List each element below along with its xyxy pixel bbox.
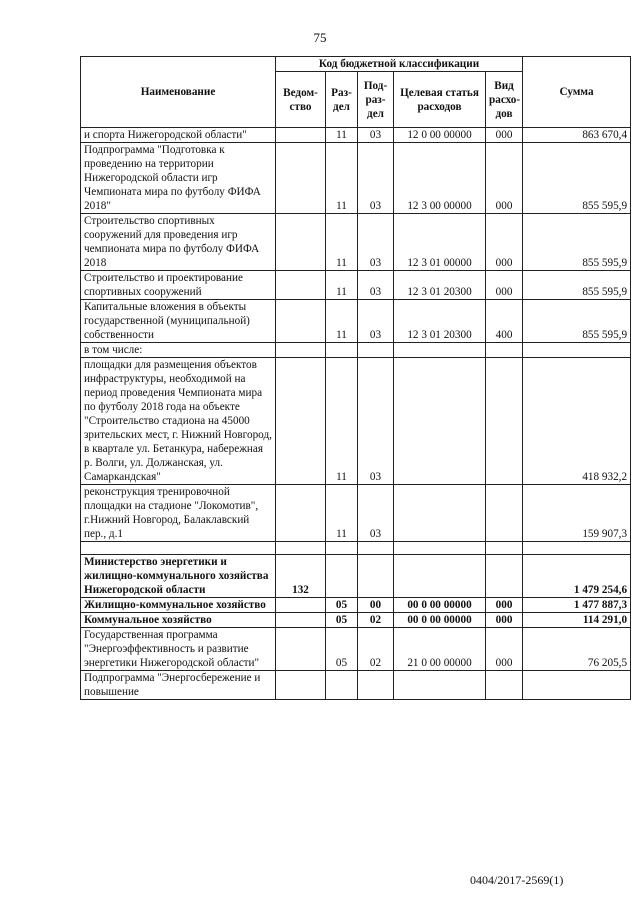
row-name: Подпрограмма "Подготовка к проведению на территории Нижегородской области игр Чемпионата мира по футболу ФИФА 2018" [81, 143, 276, 214]
header-target: Целевая статья расходов [394, 72, 486, 128]
row-podrazdel [358, 671, 394, 700]
row-podrazdel: 03 [358, 300, 394, 343]
row-name: реконструкция тренировочной площадки на стадионе "Локомотив", г.Нижний Новгород, Балаклавский пер., д.1 [81, 485, 276, 542]
row-name: Жилищно-коммунальное хозяйство [81, 598, 276, 613]
row-vedom [276, 343, 326, 358]
row-name: в том числе: [81, 343, 276, 358]
row-razdel [326, 671, 358, 700]
row-target: 12 3 00 00000 [394, 143, 486, 214]
row-sum [523, 671, 631, 700]
row-vid [486, 358, 523, 485]
row-target: 21 0 00 00000 [394, 628, 486, 671]
row-sum: 855 595,9 [523, 271, 631, 300]
row-name: и спорта Нижегородской области" [81, 128, 276, 143]
budget-table [80, 56, 631, 700]
row-razdel: 05 [326, 628, 358, 671]
header-classification-group: Код бюджетной классификации [276, 57, 523, 72]
row-razdel: 11 [326, 358, 358, 485]
row-vid [486, 555, 523, 598]
row-name: Строительство и проектирование спортивных сооружений [81, 271, 276, 300]
row-vedom [276, 128, 326, 143]
row-target [394, 343, 486, 358]
row-razdel [326, 542, 358, 555]
table-row [81, 542, 631, 555]
row-podrazdel [358, 343, 394, 358]
row-vid: 000 [486, 143, 523, 214]
row-sum: 855 595,9 [523, 300, 631, 343]
row-vid: 000 [486, 271, 523, 300]
row-podrazdel: 02 [358, 613, 394, 628]
row-podrazdel [358, 555, 394, 598]
row-vedom [276, 358, 326, 485]
document-code: 0404/2017-2569(1) [470, 873, 564, 887]
row-sum: 159 907,3 [523, 485, 631, 542]
row-target [394, 485, 486, 542]
row-vedom [276, 271, 326, 300]
header-podrazdel: Под-раз-дел [358, 72, 394, 128]
header-vedom: Ведом-ство [276, 72, 326, 128]
row-name: Капитальные вложения в объекты государственной (муниципальной) собственности [81, 300, 276, 343]
row-vid [486, 542, 523, 555]
table-row [81, 613, 631, 628]
page-number: 75 [313, 30, 327, 45]
row-razdel: 11 [326, 143, 358, 214]
row-podrazdel: 02 [358, 628, 394, 671]
row-target: 12 3 01 20300 [394, 300, 486, 343]
row-name: площадки для размещения объектов инфраструктуры, необходимой на период проведения Чемпионата мира по футболу 2018 года на объекте "Строительство стадиона на 45000 зрительских мест, г. Нижний Новгород, в квартале ул. Бетанкура, набережная р. Волги, ул. Должанская, ул. Самаркандская" [81, 358, 276, 485]
row-sum: 863 670,4 [523, 128, 631, 143]
table-row [81, 128, 631, 143]
table-row [81, 343, 631, 358]
row-sum: 855 595,9 [523, 143, 631, 214]
row-name [81, 542, 276, 555]
row-vedom [276, 300, 326, 343]
row-name: Подпрограмма "Энергосбережение и повышение [81, 671, 276, 700]
row-podrazdel: 03 [358, 485, 394, 542]
row-razdel: 05 [326, 613, 358, 628]
row-podrazdel [358, 542, 394, 555]
table-row [81, 214, 631, 271]
row-vid [486, 671, 523, 700]
table-row [81, 485, 631, 542]
row-sum: 1 477 887,3 [523, 598, 631, 613]
row-target: 00 0 00 00000 [394, 598, 486, 613]
row-target: 12 3 01 00000 [394, 214, 486, 271]
row-target: 12 0 00 00000 [394, 128, 486, 143]
row-sum [523, 343, 631, 358]
table-row [81, 358, 631, 485]
row-podrazdel: 03 [358, 214, 394, 271]
row-razdel: 11 [326, 485, 358, 542]
row-vid: 000 [486, 598, 523, 613]
row-razdel: 11 [326, 271, 358, 300]
row-vid: 000 [486, 214, 523, 271]
row-razdel [326, 343, 358, 358]
row-vid: 000 [486, 628, 523, 671]
table-row [81, 671, 631, 700]
row-vid: 400 [486, 300, 523, 343]
row-vedom [276, 143, 326, 214]
row-name: Строительство спортивных сооружений для проведения игр чемпионата мира по футболу ФИФА 2018 [81, 214, 276, 271]
row-sum [523, 542, 631, 555]
row-target: 00 0 00 00000 [394, 613, 486, 628]
row-vedom [276, 214, 326, 271]
row-vedom [276, 628, 326, 671]
row-razdel: 11 [326, 128, 358, 143]
row-sum: 418 932,2 [523, 358, 631, 485]
header-name: Наименование [81, 57, 276, 128]
row-vedom [276, 485, 326, 542]
row-vedom [276, 671, 326, 700]
table-row [81, 555, 631, 598]
row-podrazdel: 03 [358, 358, 394, 485]
header-vid: Вид расхо-дов [486, 72, 523, 128]
row-vid [486, 343, 523, 358]
row-podrazdel: 03 [358, 128, 394, 143]
row-razdel: 11 [326, 214, 358, 271]
table-row [81, 628, 631, 671]
row-sum: 1 479 254,6 [523, 555, 631, 598]
header-razdel: Раз-дел [326, 72, 358, 128]
row-name: Коммунальное хозяйство [81, 613, 276, 628]
table-row [81, 598, 631, 613]
row-vid: 000 [486, 613, 523, 628]
row-name: Государственная программа "Энергоэффективность и развитие энергетики Нижегородской области" [81, 628, 276, 671]
row-target [394, 358, 486, 485]
table-row [81, 271, 631, 300]
table-row [81, 143, 631, 214]
table-row [81, 300, 631, 343]
row-vedom [276, 598, 326, 613]
header-sum: Сумма [523, 57, 631, 128]
row-podrazdel: 03 [358, 143, 394, 214]
row-razdel: 11 [326, 300, 358, 343]
row-target [394, 555, 486, 598]
row-vedom [276, 542, 326, 555]
row-target: 12 3 01 20300 [394, 271, 486, 300]
row-razdel: 05 [326, 598, 358, 613]
row-target [394, 671, 486, 700]
row-sum: 855 595,9 [523, 214, 631, 271]
row-sum: 76 205,5 [523, 628, 631, 671]
row-vid [486, 485, 523, 542]
row-razdel [326, 555, 358, 598]
row-podrazdel: 03 [358, 271, 394, 300]
row-sum: 114 291,0 [523, 613, 631, 628]
row-vedom [276, 613, 326, 628]
row-target [394, 542, 486, 555]
row-vid: 000 [486, 128, 523, 143]
row-name: Министерство энергетики и жилищно-коммунального хозяйства Нижегородской области [81, 555, 276, 598]
row-vedom: 132 [276, 555, 326, 598]
row-podrazdel: 00 [358, 598, 394, 613]
